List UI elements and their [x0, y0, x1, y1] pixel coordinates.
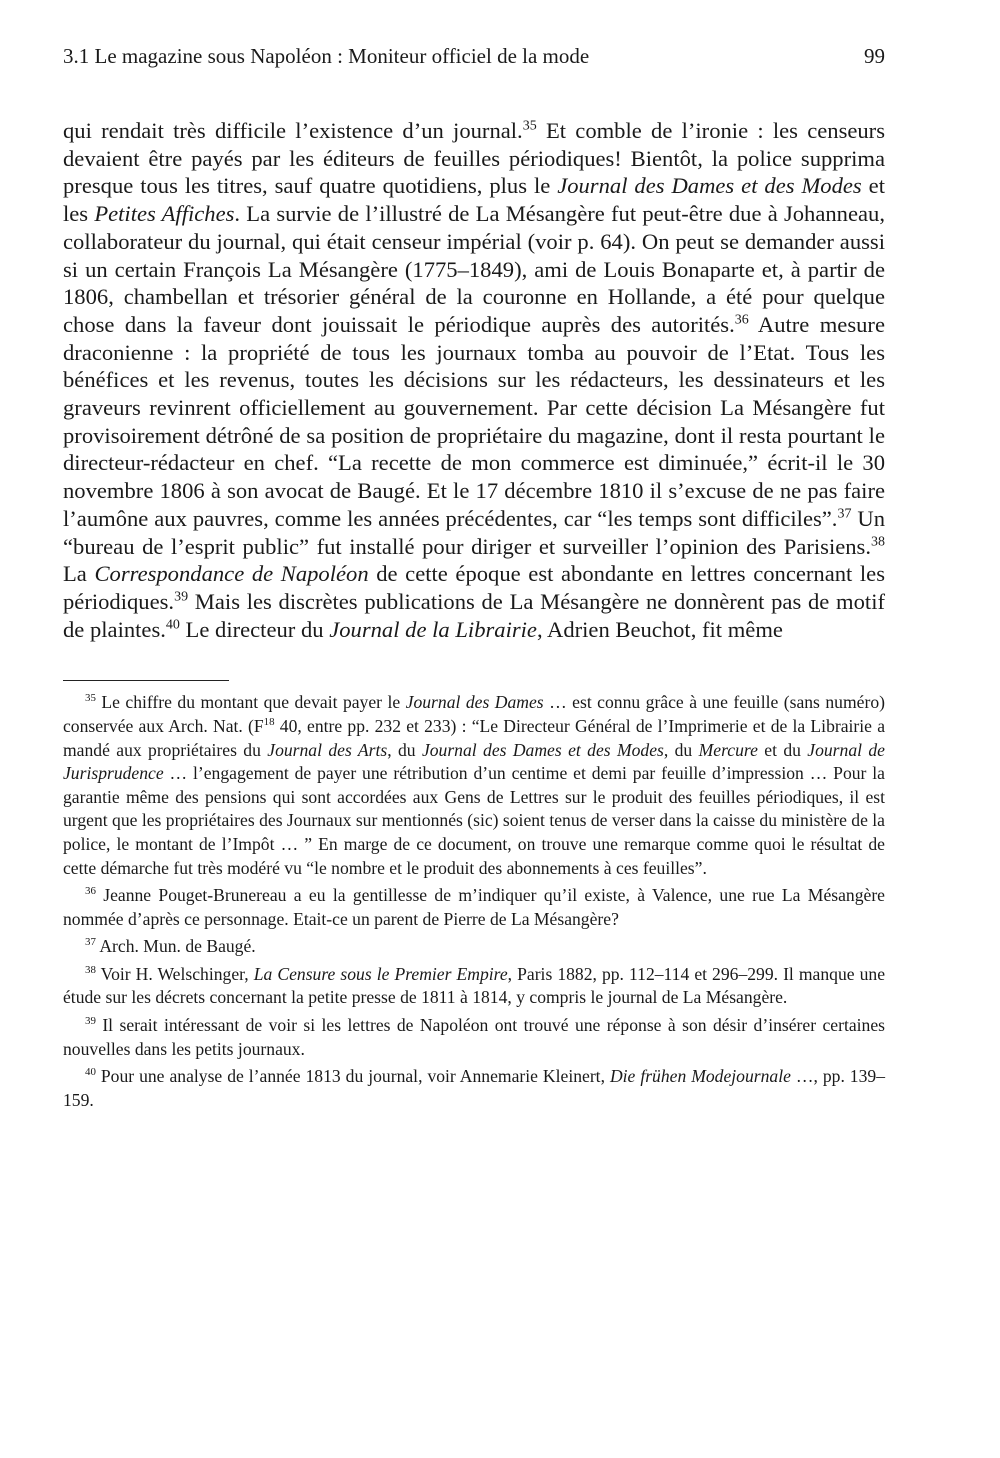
text-run: , Paris 1882, pp. 112–114 et 296–299. Il manque une étude sur les décrets concernant la petite presse de 1811 à 1814, y compris le journal de La Mésangère.: [63, 963, 886, 1008]
text-run: Il serait intéressant de voir si les lettres de Napoléon ont trouvé une réponse à son désir d’insérer certaines nouvelles dans les petits journaux.: [63, 1015, 885, 1059]
footnote-number: 40: [85, 1066, 96, 1079]
italic-title: Journal des Dames et des Modes: [557, 173, 862, 199]
italic-title: Mercure: [698, 739, 758, 760]
footnote-reference: 18: [263, 716, 275, 729]
footnote-reference: 35: [522, 118, 537, 134]
italic-title: Die frühen Modejournale: [609, 1066, 791, 1087]
italic-title: Journal des Dames: [405, 692, 544, 713]
text-run: de cette époque est abondante en lettres concernant les périodiques.: [63, 561, 886, 614]
footnote-reference: 36: [734, 312, 749, 328]
footnote-40: [63, 1065, 885, 1112]
text-run: Arch. Mun. de Baugé.: [95, 936, 256, 957]
footnote-39: [63, 1014, 885, 1061]
footnote-reference: 39: [174, 589, 189, 605]
text-run: Autre mesure draconienne : la propriété de tous les journaux tomba au pouvoir de l’Etat. Tous les bénéfices et les revenus, toutes les décisions sur les rédacteurs, les dessinateurs et les graveurs revinrent officiellement au gouvernement. Par cette décision La Mésangère fut provisoirement détrôné de sa position de propriétaire du magazine, dont il resta pourtant le directeur-rédacteur en chef. “La recette de mon commerce est diminuée,” écrit-il le 30 novembre 1806 à son avocat de Baugé. Et le 17 décembre 1810 il s’excuse de ne pas faire l’aumône aux pauvres, comme les années précédentes, car “les temps sont difficiles”.: [63, 311, 885, 531]
italic-title: Journal des Arts: [267, 739, 388, 760]
text-run: … est connu grâce à une feuille (sans numéro) conservée aux Arch. Nat. (F: [63, 692, 885, 736]
footnotes: [63, 691, 885, 1112]
text-run: Pour une analyse de l’année 1813 du journal, voir Annemarie Kleinert,: [95, 1066, 610, 1087]
text-run: …, pp. 139–159.: [63, 1066, 885, 1110]
footnote-37: [63, 935, 885, 959]
text-run: qui rendait très difficile l’existence d’un journal.: [63, 118, 523, 143]
text-run: et du: [757, 739, 808, 760]
footnote-number: 35: [85, 692, 96, 705]
text-run: Le chiffre du montant que devait payer le: [95, 692, 406, 713]
page: [63, 42, 885, 1116]
text-run: Jeanne Pouget-Brunereau a eu la gentillesse de m’indiquer qu’il existe, à Valence, une rue La Mésangère nommée d’après ce personnage. Etait-ce un parent de Pierre de La Mésangère?: [63, 885, 885, 929]
footnote-reference: 37: [837, 506, 852, 522]
footnote-number: 39: [85, 1015, 96, 1028]
text-run: La: [63, 561, 95, 587]
italic-title: La Censure sous le Premier Empire: [253, 963, 508, 984]
text-run: et les: [63, 173, 885, 227]
text-run: Et comble de l’ironie : les censeurs devaient être payés par les éditeurs de feuilles périodiques! Bientôt, la police supprima presque tous les titres, sauf quatre quotidiens, plus le: [63, 118, 886, 199]
italic-title: Petites Affiches: [94, 201, 235, 227]
footnote-38: [63, 963, 885, 1010]
text-run: , du: [663, 739, 699, 760]
italic-title: Journal des Dames et des Modes: [421, 739, 664, 760]
running-header: [63, 42, 885, 70]
footnote-number: 36: [85, 885, 96, 898]
footnote-number: 38: [85, 964, 96, 977]
page-number: 99: [864, 44, 885, 68]
footnote-reference: 40: [165, 617, 180, 633]
text-run: Mais les discrètes publications de La Mésangère ne donnèrent pas de motif de plaintes.: [63, 588, 885, 642]
italic-title: Journal de Jurisprudence: [63, 739, 885, 784]
italic-title: Correspondance de Napoléon: [94, 561, 369, 587]
text-run: Un “bureau de l’esprit public” fut installé pour diriger et surveiller l’opinion des Parisiens.: [63, 505, 885, 559]
text-run: Voir H. Welschinger,: [95, 963, 254, 984]
text-run: , Adrien Beuchot, fit même: [536, 616, 783, 642]
footnote-reference: 38: [871, 534, 885, 550]
text-run: Le directeur du: [179, 616, 330, 642]
footnote-rule: [63, 680, 229, 681]
running-title: 3.1 Le magazine sous Napoléon : Moniteur officiel de la mode: [63, 44, 590, 68]
text-run: . La survie de l’illustré de La Mésangère fut peut-être due à Johanneau, collaborateur du journal, qui était censeur impérial (voir p. 64). On peut se demander aussi si un certain François La Mésangère (1775–1849), ami de Louis Bonaparte et, à partir de 1806, chambellan et trésorier général de la couronne en Hollande, a été pour quelque chose dans la faveur dont jouissait le périodique auprès des autorités.: [63, 201, 885, 337]
text-run: … l’engagement de payer une rétribution d’un centime et demi par feuille d’impression … Pour la garantie même des pensions qui sont accordées aux Gens de Lettres sur le produit des feuilles périodiques, il est urgent que les propriétaires des Journaux sur mentionnés (sic) soient tenus de verser dans la caisse du ministère de la police, le montant de l’Impôt … ” En marge de ce document, on trouve une remarque comme quoi le résultat de cette démarche fut très modéré vu “le nombre et le produit des abonnements à ces feuilles”.: [63, 763, 885, 878]
text-run: , du: [387, 739, 422, 760]
italic-title: Journal de la Librairie: [329, 616, 537, 642]
body-paragraph: [63, 117, 885, 643]
footnote-36: [63, 884, 885, 931]
footnote-number: 37: [85, 936, 96, 949]
footnote-35: [63, 691, 885, 880]
text-run: 40, entre pp. 232 et 233) : “Le Directeur Général de l’Imprimerie et de la Librairie a mandé aux propriétaires du: [63, 715, 886, 760]
